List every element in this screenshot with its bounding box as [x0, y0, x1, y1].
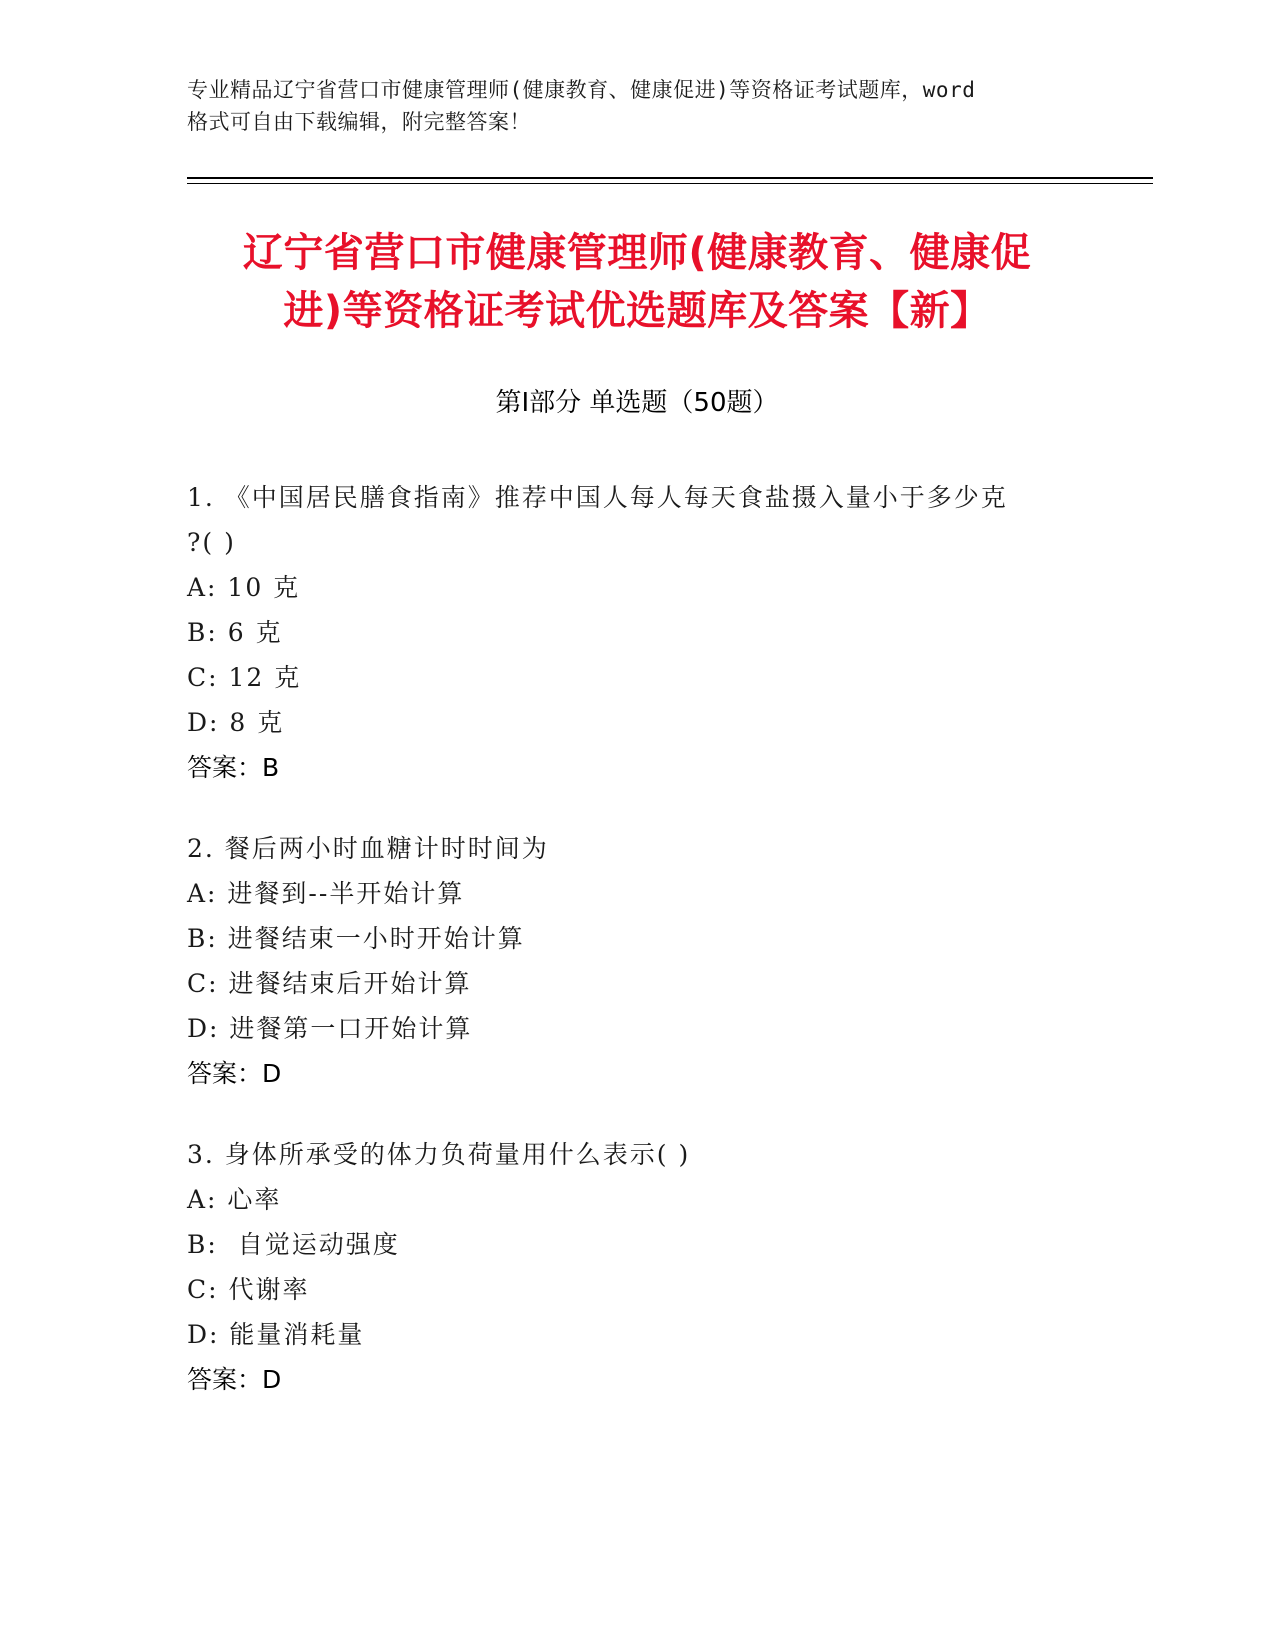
question-1-option-a: A: 10 克: [187, 573, 301, 602]
header-rule-thin: [187, 183, 1153, 184]
question-2-option-d: D: 进餐第一口开始计算: [187, 1014, 473, 1043]
question-3-option-d: D: 能量消耗量: [187, 1320, 365, 1349]
question-1-stem: 1. 《中国居民膳食指南》推荐中国人每人每天食盐摄入量小于多少克: [187, 483, 1008, 512]
question-2-option-b: B: 进餐结束一小时开始计算: [187, 924, 525, 953]
header-note: [187, 74, 1087, 138]
question-2-option-a: A: 进餐到--半开始计算: [187, 879, 465, 908]
document-title-line2: 进)等资格证考试优选题库及答案【新】: [283, 288, 991, 334]
header-note-line2: 格式可自由下载编辑，附完整答案！: [187, 110, 531, 134]
question-2-answer: 答案：D: [187, 1059, 282, 1088]
question-1-stem-cont: ?( ): [187, 528, 236, 557]
question-3-answer: 答案：D: [187, 1365, 282, 1394]
document-title-line1: 辽宁省营口市健康管理师(健康教育、健康促: [242, 230, 1032, 276]
question-1-option-c: C: 12 克: [187, 663, 302, 692]
question-1-option-b: B: 6 克: [187, 618, 283, 647]
header-rule-thick: [187, 177, 1153, 179]
document-title: [187, 224, 1087, 340]
section-heading: 第Ⅰ部分 单选题（50题）: [495, 388, 779, 418]
question-1-option-d: D: 8 克: [187, 708, 285, 737]
question-2-stem: 2. 餐后两小时血糖计时时间为: [187, 834, 549, 863]
question-list: [187, 475, 1087, 1438]
header-note-line1: 专业精品辽宁省营口市健康管理师(健康教育、健康促进)等资格证考试题库，word: [187, 78, 976, 102]
question-3: [187, 1132, 1087, 1402]
question-3-option-c: C: 代谢率: [187, 1275, 310, 1304]
question-3-stem: 3. 身体所承受的体力负荷量用什么表示( ): [187, 1140, 691, 1169]
question-2-option-c: C: 进餐结束后开始计算: [187, 969, 472, 998]
question-1: [187, 475, 1087, 790]
question-1-answer: 答案：B: [187, 753, 280, 782]
question-3-option-b: B: 自觉运动强度: [187, 1230, 400, 1259]
question-3-option-a: A: 心率: [187, 1185, 282, 1214]
question-2: [187, 826, 1087, 1096]
